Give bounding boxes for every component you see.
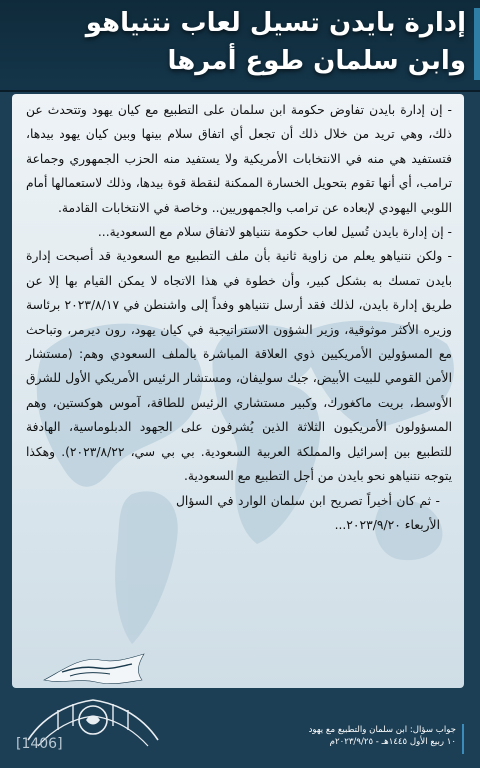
source-title: جواب سؤال: ابن سلمان والتطبيع مع يهود bbox=[308, 725, 456, 735]
title-line-1: إدارة بايدن تسيل لعاب نتنياهو bbox=[85, 8, 466, 38]
header-accent-bar bbox=[474, 8, 480, 80]
source-info bbox=[186, 724, 464, 754]
article-body bbox=[26, 98, 452, 537]
source-date: ١٠ ربيع الأول ١٤٤٥هـ - ٢٠٢٣/٩/٢٥م bbox=[329, 737, 456, 747]
header bbox=[0, 0, 480, 92]
paragraph: - إن إدارة بايدن تفاوض حكومة ابن سلمان على التطبيع مع كيان يهود وتتحدث عن ذلك، وهي تريد من خلال ذلك أن تجعل أي اتفاق سلام بينها وبين كيان يهود بيدها، فتستفيد هي منه في الانتخابات الأمريكية ولا يستفيد منه الحزب الجمهوري وجماعة ترامب، أي أنها تقوم بتحويل الخسارة الممكنة لنقطة قوة بيدها، وذلك لاستعمالها أمام اللوبي اليهودي لإبعاده عن ترامب والجمهوريين.. وخاصة في الانتخابات القادمة. bbox=[26, 103, 452, 215]
title-line-2: وابن سلمان طوع أمرها bbox=[167, 46, 466, 76]
flag-icon bbox=[40, 650, 148, 688]
paragraph: - ثم كان أخيراً تصريح ابن سلمان الوارد في السؤال الأربعاء ٢٠٢٣/٩/٢٠... bbox=[176, 493, 440, 532]
page-title bbox=[16, 4, 466, 80]
paragraph: - إن إدارة بايدن تُسيل لعاب حكومة نتنياهو لاتفاق سلام مع السعودية... bbox=[97, 225, 452, 240]
publication-number: [1406] bbox=[16, 736, 63, 752]
article-panel bbox=[12, 94, 464, 688]
paragraph: - ولكن نتنياهو يعلم من زاوية ثانية بأن ملف التطبيع مع السعودية قد أصبحت إدارة بايدن تمسك به بشكل كبير، وأن خطوة في هذا الاتجاه لا يمكن القيام بها إلا عن طريق إدارة بايدن، لذلك فقد أرسل نتنياهو وفداً إلى واشنطن في ٢٠٢٣/٨/١٧ برئاسة وزيره الأكثر موثوقية، وزير الشؤون الاستراتيجية في كيان يهود، رون ديرمر، وتباحث مع المسؤولين الأمريكيين ذوي العلاقة المباشرة بالملف السعودي وهم: (مستشار الأمن القومي للبيت الأبيض، جيك سوليفان، ومستشار الرئيس الأمريكي الأول للشرق الأوسط، بريت ماكغورك، وكبير مستشاري الرئيس للطاقة، آموس هوكستين، وهم المسؤولون الأمريكيون الثلاثة الذين يُشرفون على الجهود الدبلوماسية، الهادفة للتطبيع بين إسرائيل والمملكة العربية السعودية. بي بي سي، ٢٠٢٣/٨/٢٢). وهكذا يتوجه نتنياهو نحو بايدن من أجل التطبيع مع السعودية. bbox=[26, 249, 453, 484]
